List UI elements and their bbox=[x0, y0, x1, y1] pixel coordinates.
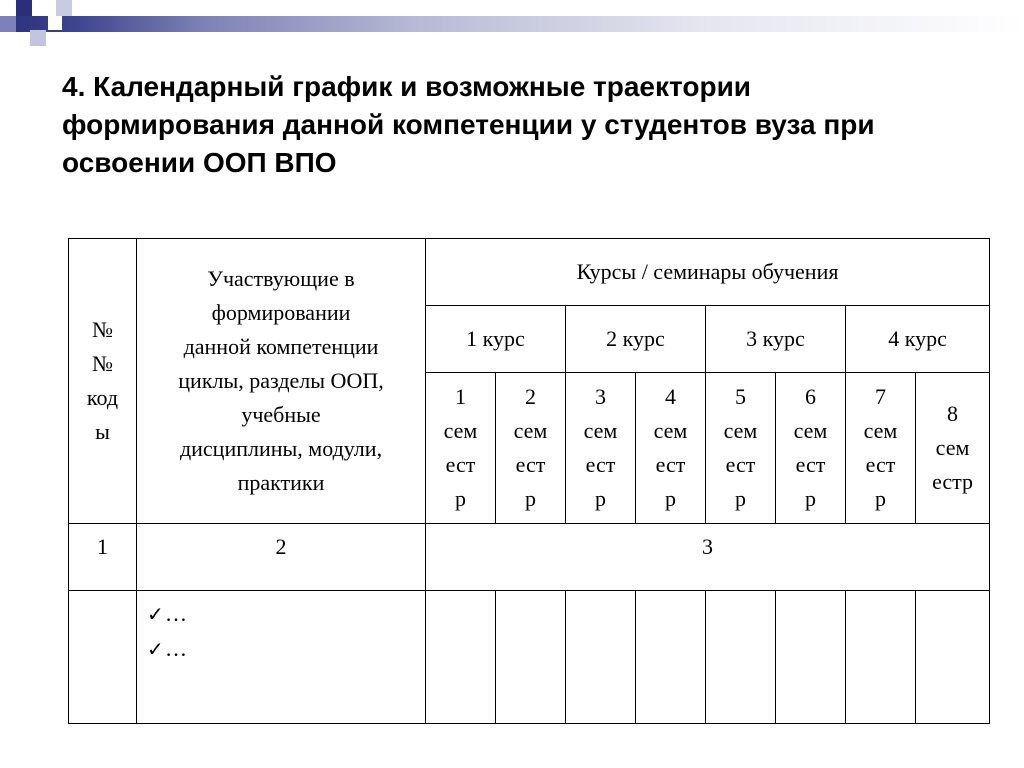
course-4-cell: 4 курс bbox=[846, 306, 990, 373]
course-1-cell: 1 курс bbox=[426, 306, 566, 373]
codes-header-cell: № № код ы bbox=[69, 239, 137, 524]
semester-6-cell: 6 сем ест р bbox=[776, 373, 846, 524]
semester-empty-cell bbox=[426, 591, 496, 724]
semester-7-cell: 7 сем ест р bbox=[846, 373, 916, 524]
header-gradient-bar bbox=[0, 16, 1024, 32]
semester-5-cell: 5 сем ест р bbox=[706, 373, 776, 524]
semester-2-cell: 2 сем ест р bbox=[496, 373, 566, 524]
semester-empty-cell bbox=[496, 591, 566, 724]
semester-empty-cell bbox=[706, 591, 776, 724]
decor-square bbox=[16, 0, 32, 16]
participants-header-cell: Участвующие в формировании данной компетенции циклы, разделы ООП, учебные дисциплины, модули, практики bbox=[137, 239, 426, 524]
decor-square bbox=[48, 16, 62, 30]
slide-title: 4. Календарный график и возможные траектории формирования данной компетенции у студентов вуза при освоении ООП ВПО bbox=[62, 71, 875, 178]
semester-4-cell: 4 сем ест р bbox=[636, 373, 706, 524]
semester-empty-cell bbox=[776, 591, 846, 724]
decor-square bbox=[0, 16, 16, 32]
numbering-cell-2: 2 bbox=[137, 524, 426, 591]
semester-empty-cell bbox=[916, 591, 990, 724]
numbering-cell-1: 1 bbox=[69, 524, 137, 591]
semester-empty-cell bbox=[846, 591, 916, 724]
decor-square bbox=[30, 30, 46, 46]
semester-8-cell: 8 сем естр bbox=[916, 373, 990, 524]
semester-empty-cell bbox=[636, 591, 706, 724]
semester-1-cell: 1 сем ест р bbox=[426, 373, 496, 524]
checklist-cell bbox=[137, 591, 426, 724]
semester-3-cell: 3 сем ест р bbox=[566, 373, 636, 524]
decor-square bbox=[56, 0, 72, 16]
numbering-cell-3: 3 bbox=[426, 524, 990, 591]
courses-header-cell: Курсы / семинары обучения bbox=[426, 239, 990, 306]
semester-empty-cell bbox=[566, 591, 636, 724]
checklist-item: ✓… bbox=[147, 597, 425, 632]
check-mark-icon: ✓ bbox=[147, 604, 164, 626]
course-2-cell: 2 курс bbox=[566, 306, 706, 373]
competence-schedule-table bbox=[68, 238, 990, 724]
checklist-item: ✓… bbox=[147, 632, 425, 667]
course-3-cell: 3 курс bbox=[706, 306, 846, 373]
empty-code-cell bbox=[69, 591, 137, 724]
check-mark-icon: ✓ bbox=[147, 639, 164, 661]
